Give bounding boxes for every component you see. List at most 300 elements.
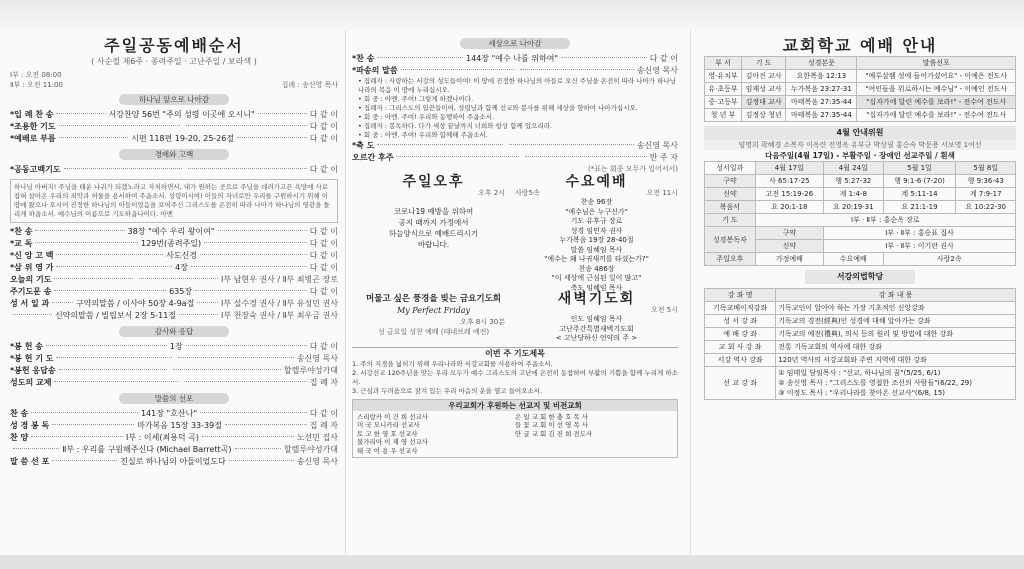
sched-group: 성서일과 bbox=[705, 162, 756, 175]
leader-dots bbox=[520, 69, 634, 70]
section-pill: 말씀의 선포 bbox=[119, 393, 229, 404]
wed-line: "예수는 왜 나귀새끼를 타셨는가?" bbox=[544, 255, 649, 263]
table-row bbox=[705, 83, 1016, 96]
choir-cell: 가정예배 bbox=[755, 253, 823, 266]
order-item-content: 진실로 하나님의 아들이었도다 bbox=[120, 457, 226, 466]
prayer-topic: 1. 주의 지경을 넓히기 위해 우리나라와 서강교회를 사용하여 주옵소서. bbox=[352, 359, 553, 368]
order-item bbox=[10, 109, 338, 121]
cell-dept: 중·고등부 bbox=[705, 96, 742, 109]
leader-dots bbox=[401, 69, 515, 70]
leader-dots bbox=[54, 278, 133, 279]
date-header: 4월 17일 bbox=[755, 162, 823, 175]
school-name: 교 회 사 강 좌 bbox=[705, 341, 776, 354]
table-row bbox=[705, 70, 1016, 83]
leader-dots bbox=[235, 448, 281, 449]
mission-entry: 들 꽃 교 회 이 선 영 목 사 bbox=[515, 421, 589, 429]
cell-pray: 김정대 교사 bbox=[742, 96, 786, 109]
order-item bbox=[10, 121, 338, 133]
table-header: 부 서 bbox=[705, 57, 742, 70]
section-items bbox=[10, 226, 338, 322]
leader-dots bbox=[509, 144, 634, 145]
leader-dots bbox=[237, 137, 307, 138]
wed-line: 성경 임민자 권사 bbox=[570, 226, 623, 235]
order-item-content: 129번(종려주일) bbox=[141, 239, 202, 248]
order-item-content: Ⅰ부 : 이세(최용덕 곡) bbox=[126, 433, 200, 442]
sending-line: • 집례자 : 그리스도의 일꾼들이여, 성령님과 함께 선교와 봉사를 위해 세상을 향하여 나아가십시오. bbox=[358, 104, 638, 112]
order-item-content: 시편 118편 19-20, 25-26절 bbox=[131, 134, 235, 143]
worship-order-column bbox=[10, 30, 338, 555]
section-pill: 하나님 앞으로 나아감 bbox=[119, 94, 229, 105]
order-item bbox=[10, 262, 338, 274]
leader-dots bbox=[200, 254, 307, 255]
order-item-label: 찬 송 bbox=[10, 409, 29, 418]
sched-cell: 행 5:27-32 bbox=[824, 175, 884, 188]
cell-text: 누가복음 23:27-31 bbox=[786, 83, 857, 96]
church-school-title: 교회학교 예배 안내 bbox=[782, 36, 938, 55]
leader-dots bbox=[377, 144, 502, 145]
leader-dots bbox=[46, 345, 167, 346]
leader-dots bbox=[204, 242, 307, 243]
order-item-leader: 할렐루야성가대 bbox=[283, 366, 338, 375]
mission-lectures bbox=[776, 367, 1016, 400]
section-items bbox=[352, 53, 678, 77]
order-item-content: 구약의말씀 / 이사야 50장 4-9a절 bbox=[76, 299, 195, 308]
april-ushers-title: 4월 안내위원 bbox=[704, 126, 1016, 140]
leader-dots bbox=[52, 302, 73, 303]
order-item-label: *봉 헌 기 도 bbox=[10, 354, 54, 363]
readers-label: 성경봉독자 bbox=[705, 227, 756, 253]
order-item-leader: 다 같 이 bbox=[309, 251, 338, 260]
leader-dots bbox=[258, 113, 307, 114]
order-item bbox=[10, 310, 338, 322]
order-item-leader: 송신영 목사 bbox=[636, 141, 678, 150]
order-item bbox=[10, 341, 338, 353]
order-item bbox=[352, 53, 678, 65]
sunday-pm-time: 오후 2시 bbox=[478, 189, 505, 197]
order-item-content: 4장 bbox=[175, 263, 188, 272]
confession-prayer: 하나님 아버지! 주님을 태운 나귀가 되겠노라고 자처하면서, 내가 원하는 곳으로 주님을 데려가고픈 욕망에 사로잡혀 살아온 우리의 죄악과 허물을 용서하여 주옵소서. 성령이시여! 이들의 자녀로만 우리를 구원하시기 위해 이 땅에 왔으나 오시어 진정한 하나님의 아들이었음을 보여주신 그리스도를 온전히 따라 나아가 하나님의 영광을 돌리게 하옵소서. 예수님의 이름으로 기도하옵나이다. 아멘 bbox=[10, 179, 338, 223]
order-item bbox=[10, 238, 338, 250]
order-item bbox=[10, 274, 338, 286]
table-header: 성경본문 bbox=[786, 57, 857, 70]
prayer-topics-title: 이번 주 기도제목 bbox=[352, 347, 678, 360]
order-item-leader: 다 같 이 bbox=[309, 263, 338, 272]
leader-dots bbox=[64, 168, 183, 169]
order-item bbox=[10, 408, 338, 420]
sched-cell: 요 20:19-31 bbox=[824, 201, 884, 214]
sched-cell: 요 20:1-18 bbox=[755, 201, 823, 214]
school-table bbox=[704, 288, 1016, 400]
order-item bbox=[10, 250, 338, 262]
order-item-label: *입 례 찬 송 bbox=[10, 110, 54, 119]
school-name: 예 배 강 좌 bbox=[705, 328, 776, 341]
order-item-leader: 집 례 자 bbox=[309, 421, 338, 430]
sched-label: 신약 bbox=[705, 188, 756, 201]
mission-entry: 안 글 교 회 김 진 희 전도사 bbox=[515, 429, 593, 438]
order-item-leader: 할렐루야성가대 bbox=[283, 445, 338, 454]
april-ushers: 임명희 곽혜경 소복자 이옥련 전영옥 유부규 박상필 홍순숙 박문용 서보명 1여선 bbox=[704, 140, 1016, 150]
wed-line: 찬송 486장 bbox=[578, 264, 615, 273]
lectionary-table bbox=[704, 161, 1016, 266]
table-row bbox=[705, 315, 1016, 328]
order-item-content: 38장 "예수 우리 왕이여" bbox=[127, 227, 215, 236]
leader-dots bbox=[59, 137, 129, 138]
school-desc: 기독교의 예전(禮典), 의식 등의 원리 및 방법에 대한 강좌 bbox=[776, 328, 1016, 341]
choir-label: 주일오후 bbox=[705, 253, 756, 266]
leader-dots bbox=[191, 266, 307, 267]
mission-box bbox=[352, 399, 678, 459]
leader-dots bbox=[13, 448, 59, 449]
choir-cell: 수요예배 bbox=[824, 253, 884, 266]
mission-title: 우리교회가 후원하는 선교지 및 비전교회 bbox=[353, 400, 677, 411]
order-item bbox=[10, 286, 338, 298]
wednesday-service bbox=[515, 176, 678, 293]
church-school-table bbox=[704, 56, 1016, 122]
friday-note: 성 금요일 성찬 예배 (테네브레 예전) bbox=[377, 328, 490, 336]
sending-line: • 집례자 : 봉독하다. 다가 세상 끝날까지 너희와 항상 함께 있으리라. bbox=[358, 122, 553, 130]
worship-title: 주일공동예배순서 bbox=[104, 36, 244, 55]
school-name: 서강 역사 강좌 bbox=[705, 354, 776, 367]
order-item-leader: Ⅰ부 남현우 권사 / Ⅱ부 최병곤 장로 bbox=[221, 275, 338, 284]
prayer-topic: 3. 근심과 두려움으로 잠겨 있는 우리 마음의 운을 열고 들어오소서. bbox=[352, 386, 543, 395]
cell-text: 요한복음 12:13 bbox=[786, 70, 857, 83]
leader-dots bbox=[188, 168, 307, 169]
table-row bbox=[705, 354, 1016, 367]
wed-line: 찬송 96장 bbox=[580, 198, 613, 206]
service-time-2: Ⅱ부 : 오전 11:00 bbox=[10, 81, 63, 89]
cell-text: 마태복음 27:35-44 bbox=[786, 96, 857, 109]
section-items bbox=[10, 109, 338, 145]
sched-cell: 계 7:9-17 bbox=[956, 188, 1016, 201]
section-items bbox=[10, 164, 338, 176]
order-item bbox=[352, 152, 678, 164]
order-item-leader: 다 같 이 bbox=[309, 239, 338, 248]
date-header: 4월 24일 bbox=[824, 162, 884, 175]
order-item-leader: 다 같 이 bbox=[309, 342, 338, 351]
school-desc: 기독교인이 알아야 하는 가장 기초적인 신앙강좌 bbox=[776, 302, 1016, 315]
order-item-label: 오늘의 기도 bbox=[10, 275, 52, 284]
leader-dots bbox=[56, 266, 172, 267]
leader-dots bbox=[35, 230, 124, 231]
leader-dots bbox=[54, 290, 166, 291]
leader-dots bbox=[525, 156, 647, 157]
sunday-pm-title: 주일오후 bbox=[402, 174, 465, 190]
cell-dept: 유·초등부 bbox=[705, 83, 742, 96]
order-item-label: *삼 위 영 가 bbox=[10, 263, 54, 272]
order-item-content: 141장 "호산나" bbox=[140, 409, 198, 418]
next-sunday-title: 다음주일(4월 17일) - 부활주일 · 장애인 선교주일 / 흰색 bbox=[765, 151, 955, 160]
wed-line: 말씀 임혜임 목사 bbox=[570, 245, 623, 254]
order-item-label: *공동고백기도 bbox=[10, 165, 61, 174]
leader-dots bbox=[197, 302, 218, 303]
order-item-label: *파송의 말씀 bbox=[352, 66, 398, 75]
table-row bbox=[705, 188, 1016, 201]
order-item-content: 마가복음 15장 33-39절 bbox=[137, 421, 222, 430]
dawn-line: 고난주간특별새벽기도회 bbox=[559, 324, 634, 333]
mission-entry: 불가리아 이 재 영 선교사 bbox=[357, 438, 429, 446]
order-item bbox=[352, 65, 678, 77]
order-item-leader: 집 례 자 bbox=[309, 378, 338, 387]
order-item bbox=[10, 353, 338, 365]
date-header: 5월 8일 bbox=[956, 162, 1016, 175]
order-item-leader: 반 주 자 bbox=[649, 153, 678, 162]
cell-pray: 김정상 청년 bbox=[742, 109, 786, 122]
order-item-content: 사도신경 bbox=[166, 251, 198, 260]
leader-dots bbox=[225, 424, 307, 425]
order-item-leader: 다 같 이 bbox=[309, 122, 338, 131]
sched-label: 복음서 bbox=[705, 201, 756, 214]
wed-time: 오전 11시 bbox=[646, 189, 678, 197]
leader-dots bbox=[186, 345, 307, 346]
pm-line: 공지 때까지 가정에서 bbox=[398, 218, 469, 227]
reader-value: Ⅰ부 · Ⅱ부 : 홍승표 집사 bbox=[824, 227, 1016, 240]
church-school-column bbox=[704, 30, 1016, 555]
order-item-label: 오르간 후주 bbox=[352, 153, 394, 162]
order-item-content: 1장 bbox=[169, 342, 183, 351]
cell-msg: "예루살렘 성에 들어가셨어요" - 이예은 전도사 bbox=[857, 70, 1016, 83]
order-item bbox=[10, 456, 338, 468]
sched-cell: 계 5:11-14 bbox=[883, 188, 956, 201]
cell-msg: "여인들을 위로하시는 예수님" - 이예인 전도사 bbox=[857, 83, 1016, 96]
leader-dots bbox=[59, 125, 180, 126]
friday-prayer bbox=[352, 293, 515, 344]
table-row bbox=[705, 162, 1016, 175]
mission-lecture: ① 임태일 담임목사 : "선교, 하나님의 꿈"(5/25, 6/1) bbox=[778, 369, 941, 377]
dawn-prayer bbox=[515, 293, 678, 344]
order-item-content: Ⅱ부 : 우리를 구원해주신다 (Michael Barrett곡) bbox=[62, 445, 232, 454]
table-header: 말씀선포 bbox=[857, 57, 1016, 70]
order-item-label: 성 경 봉 독 bbox=[10, 421, 50, 430]
order-item-leader: 다 같 이 bbox=[309, 134, 338, 143]
sched-label: 구약 bbox=[705, 175, 756, 188]
wed-line: 기도 유후규 장로 bbox=[570, 217, 623, 225]
leader-dots bbox=[59, 369, 167, 370]
order-item-leader: 다 같 이 bbox=[309, 409, 338, 418]
column-divider bbox=[345, 30, 346, 555]
sending-line: • 회 중 : 아멘. 주여! 그렇게 하겠나이다. bbox=[358, 95, 474, 103]
mission-entry: 스리랑카 이 건 희 선교사 bbox=[357, 412, 429, 421]
school-desc: 전통 기독교회의 역사에 대한 강좌 bbox=[776, 341, 1016, 354]
section-pill: 경배와 고백 bbox=[119, 149, 229, 160]
table-row bbox=[705, 328, 1016, 341]
order-item-label: 주기도문 송 bbox=[10, 287, 52, 296]
service-time-1: Ⅰ부 : 오전 08:00 bbox=[10, 71, 62, 79]
top-banner bbox=[0, 0, 1024, 30]
friday-en: My Perfect Friday bbox=[396, 306, 471, 315]
friday-title: 머물고 싶은 풍경을 빚는 금요기도회 bbox=[365, 294, 501, 304]
order-item-label: 말 씀 선 포 bbox=[10, 457, 50, 466]
order-item-leader: 다 같 이 bbox=[309, 227, 338, 236]
school-desc: 기독교의 경전(經典)인 성경에 대해 알아가는 강좌 bbox=[776, 315, 1016, 328]
section-pill: 감사와 응답 bbox=[119, 326, 229, 337]
order-item-leader: 송신영 목사 bbox=[636, 66, 678, 75]
reader-part: 구약 bbox=[755, 227, 823, 240]
order-item-leader: 다 같 이 bbox=[309, 165, 338, 174]
school-name: 선 교 강 좌 bbox=[705, 367, 776, 400]
wed-place: 사랑5속 bbox=[515, 189, 540, 197]
cell-pray: 김아진 교사 bbox=[742, 70, 786, 83]
leader-dots bbox=[561, 57, 647, 58]
table-row bbox=[705, 302, 1016, 315]
order-item bbox=[352, 140, 678, 152]
leader-dots bbox=[186, 125, 307, 126]
wed-line: "이 세상에 근심된 일이 많고" bbox=[551, 274, 642, 282]
leader-dots bbox=[31, 412, 138, 413]
school-header: 강 좌 내 용 bbox=[776, 289, 1016, 302]
wed-line: 누가복음 19장 28-40절 bbox=[559, 236, 634, 244]
standing-note: (*표는 회중 모두가 일어서서) bbox=[587, 165, 678, 173]
school-header: 강 좌 명 bbox=[705, 289, 776, 302]
order-item-label: 찬 양 bbox=[10, 433, 29, 442]
order-item-leader: 송신영 목사 bbox=[296, 354, 338, 363]
sched-cell: 행 9:1-6 (7-20) bbox=[883, 175, 956, 188]
mission-entry: 미 국 모니카리 선교사 bbox=[357, 421, 420, 429]
sending-words bbox=[352, 77, 678, 140]
dawn-line: 인도 임혜임 목사 bbox=[570, 315, 623, 323]
leader-dots bbox=[202, 436, 294, 437]
school-title: 서강의법학당 bbox=[805, 270, 915, 284]
mission-lecture: ② 송신영 목사 : "그리스도를 영접한 조선의 사람들"(6/22, 29) bbox=[778, 379, 972, 387]
date-header: 5월 1일 bbox=[883, 162, 956, 175]
leader-dots bbox=[31, 436, 123, 437]
order-item bbox=[10, 164, 338, 176]
order-item-label: *축 도 bbox=[352, 141, 375, 150]
order-item-content: 신약의말씀 / 빌립보서 2장 5-11절 bbox=[54, 311, 177, 320]
leader-dots bbox=[184, 381, 307, 382]
order-item-label: 성도의 교제 bbox=[10, 378, 52, 387]
sunday-afternoon bbox=[352, 176, 515, 293]
leader-dots bbox=[179, 314, 218, 315]
sched-cell: 요 10:22-30 bbox=[956, 201, 1016, 214]
order-item-leader: 다 같 이 bbox=[649, 54, 678, 63]
order-item-label: *찬 송 bbox=[352, 54, 375, 63]
order-item-label: *봉 헌 송 bbox=[10, 342, 43, 351]
dawn-title: 새벽기도회 bbox=[557, 291, 636, 307]
pm-line: 바랍니다. bbox=[417, 240, 450, 249]
order-item bbox=[10, 432, 338, 444]
sched-cell: 요 21:1-19 bbox=[883, 201, 956, 214]
leader-dots bbox=[139, 278, 218, 279]
order-item bbox=[10, 226, 338, 238]
order-item-content: 144장 "예수 나를 위하여" bbox=[466, 54, 559, 63]
order-item-content: 서강찬양 56번 "주의 성령 이곳에 오시니" bbox=[108, 110, 255, 119]
prayer-value: Ⅰ부 · Ⅱ부 : 홍순옥 장로 bbox=[755, 214, 1015, 227]
order-item bbox=[10, 377, 338, 389]
school-name: 기독교베이직강좌 bbox=[705, 302, 776, 315]
mission-entry: 태 국 이 용 우 선교사 bbox=[357, 446, 418, 455]
section-items bbox=[10, 408, 338, 468]
prayer-label: 기 도 bbox=[705, 214, 756, 227]
bottom-banner bbox=[0, 555, 1024, 569]
dawn-time: 오전 5시 bbox=[651, 306, 678, 314]
cell-msg: "십자가에 달린 예수를 보라!" - 전수여 전도사 bbox=[857, 109, 1016, 122]
order-item-leader: Ⅰ부 천장숙 권사 / Ⅱ부 최우금 권사 bbox=[221, 311, 338, 320]
leader-dots bbox=[200, 412, 307, 413]
order-item bbox=[10, 420, 338, 432]
leader-dots bbox=[173, 369, 281, 370]
leader-dots bbox=[195, 290, 307, 291]
order-item-leader: 다 같 이 bbox=[309, 287, 338, 296]
reader-part: 신약 bbox=[755, 240, 823, 253]
wed-line: "예수님은 누구신가" bbox=[565, 207, 628, 216]
table-row bbox=[705, 175, 1016, 188]
column-divider bbox=[690, 30, 691, 555]
order-item-content: 635장 bbox=[169, 287, 193, 296]
order-item-label: *교 독 bbox=[10, 239, 33, 248]
cell-msg: "십자가에 달린 예수를 보라!" - 전수여 전도사 bbox=[857, 96, 1016, 109]
sending-line: • 집례자 : 사랑하는 서강의 성도들이여! 이 땅에 진정한 하나님의 아들로 오신 주님을 온전히 따라 나아가 하나님 나라의 복음 이 땅에 누리십시오. bbox=[358, 77, 676, 94]
order-item bbox=[10, 133, 338, 145]
order-item bbox=[10, 298, 338, 310]
announcement-column bbox=[352, 30, 678, 555]
section-items bbox=[10, 341, 338, 389]
leader-dots bbox=[54, 381, 177, 382]
friday-time: 오후 8시 30분 bbox=[460, 318, 505, 326]
order-item-label: *예배로 부름 bbox=[10, 134, 56, 143]
worship-subtitle: ( 사순절 제6주 · 종려주일 · 고난주일 / 보라색 ) bbox=[91, 57, 257, 66]
wed-line: 축도 임혜임 목사 bbox=[570, 283, 623, 292]
sched-cell: 계 1:4-8 bbox=[824, 188, 884, 201]
reader-value: Ⅰ부 · Ⅱ부 : 이기란 권사 bbox=[824, 240, 1016, 253]
order-item-label: *신 앙 고 백 bbox=[10, 251, 54, 260]
order-item bbox=[10, 365, 338, 377]
leader-dots bbox=[52, 424, 134, 425]
school-desc: 120년 역사의 서강교회와 주변 지역에 대한 강좌 bbox=[776, 354, 1016, 367]
table-header: 기 도 bbox=[742, 57, 786, 70]
cell-dept: 영·유치부 bbox=[705, 70, 742, 83]
pm-line: 하늘양식으로 예배드리시기 bbox=[388, 229, 479, 238]
sched-cell: 고전 15:19-26 bbox=[755, 188, 823, 201]
leader-dots bbox=[56, 357, 172, 358]
mission-lecture: ③ 이정도 목사 : "우리나라를 찾아온 선교사"(6/8, 15) bbox=[778, 389, 945, 397]
order-item-leader: 송신영 목사 bbox=[296, 457, 338, 466]
table-row bbox=[705, 201, 1016, 214]
order-item-leader: Ⅰ부 설수경 권사 / Ⅱ부 유성민 권사 bbox=[221, 299, 338, 308]
order-item-label: *찬 송 bbox=[10, 227, 33, 236]
leader-dots bbox=[218, 230, 307, 231]
choir-cell: 사랑2속 bbox=[883, 253, 1015, 266]
table-row bbox=[705, 96, 1016, 109]
order-item-label: *봉헌 응답송 bbox=[10, 366, 56, 375]
leader-dots bbox=[13, 314, 52, 315]
leader-dots bbox=[377, 57, 463, 58]
leader-dots bbox=[178, 357, 294, 358]
pm-line: 코로나19 예방을 위하여 bbox=[393, 207, 474, 216]
leader-dots bbox=[229, 460, 294, 461]
dawn-line: < 고난당하신 언약의 주 > bbox=[555, 334, 638, 342]
order-item-label: 성 서 일 과 bbox=[10, 299, 50, 308]
service-leader: 집례 : 송신영 목사 bbox=[281, 81, 338, 89]
leader-dots bbox=[396, 156, 518, 157]
order-item-label: *조용한 기도 bbox=[10, 122, 56, 131]
leader-dots bbox=[56, 113, 105, 114]
leader-dots bbox=[52, 460, 117, 461]
sched-cell: 사 65:17-25 bbox=[755, 175, 823, 188]
order-item-leader: 다 같 이 bbox=[309, 110, 338, 119]
wed-title: 수요예배 bbox=[565, 174, 628, 190]
sending-line: • 회 중 : 아멘. 주여! 우리와 동행하여 주옵소서. bbox=[358, 113, 495, 121]
section-items bbox=[352, 140, 678, 164]
school-name: 성 서 강 좌 bbox=[705, 315, 776, 328]
table-row bbox=[705, 341, 1016, 354]
cell-text: 마태복음 27:35-44 bbox=[786, 109, 857, 122]
prayer-topic: 2. 서강선교 120주년을 맞는 우리 모두가 예수 그리스도의 고난에 온전히 동참하여 부활의 기쁨을 함께 누리게 하소서. bbox=[352, 368, 678, 386]
order-item bbox=[10, 444, 338, 456]
table-row bbox=[705, 109, 1016, 122]
mission-entry: 토 고 한 영 호 선교사 bbox=[357, 429, 418, 438]
cell-pray: 임재성 교사 bbox=[742, 83, 786, 96]
sending-line: • 회 중 : 아멘. 주여! 우리와 함께해 주옵소서. bbox=[358, 131, 488, 139]
